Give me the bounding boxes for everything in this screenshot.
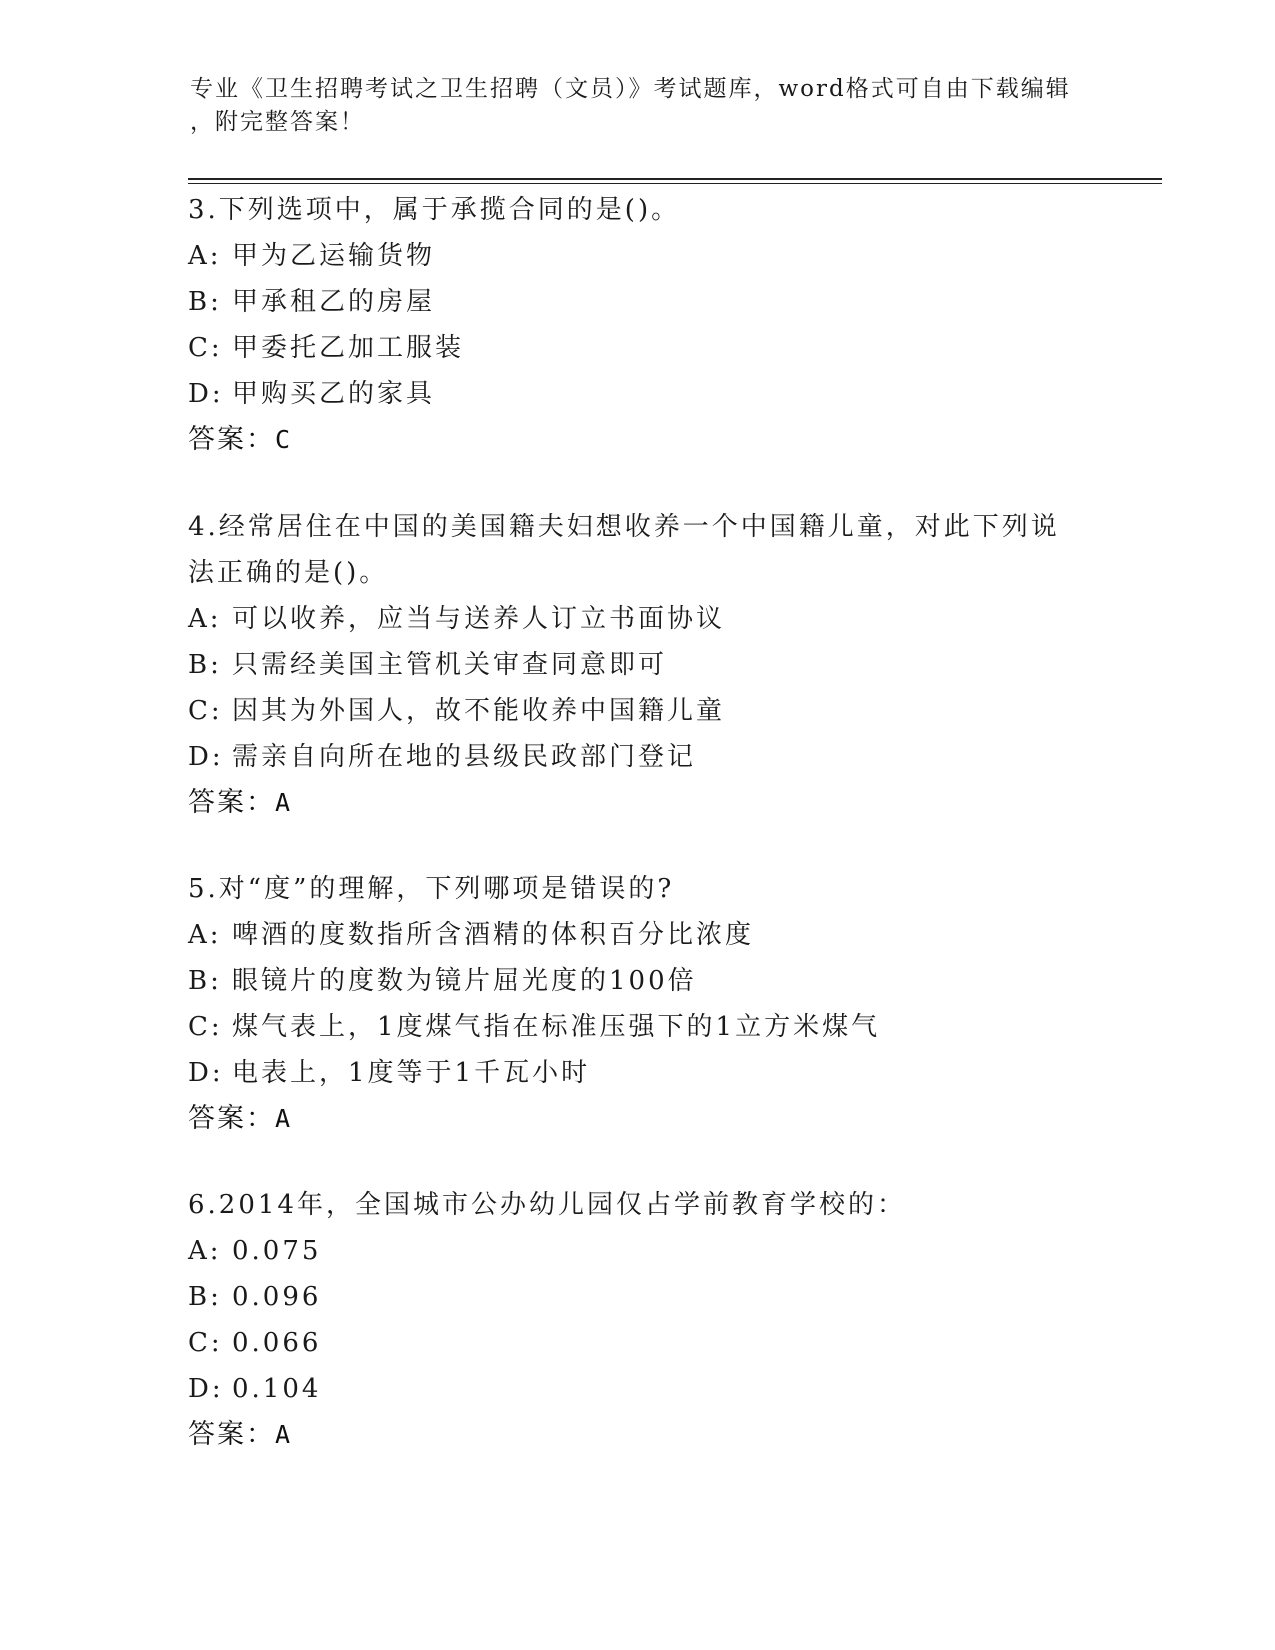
option-key: B: — [188, 650, 222, 680]
option-d — [188, 1366, 1088, 1412]
header-divider-thick — [188, 178, 1162, 180]
option-c — [188, 1004, 1088, 1050]
question-stem: 5.对“度”的理解，下列哪项是错误的? — [188, 874, 675, 904]
option-a — [188, 912, 1088, 958]
header-line-2: ，附完整答案！ — [190, 109, 365, 135]
option-text: 0.075 — [232, 1236, 322, 1266]
option-text: 煤气表上，1度煤气指在标准压强下的1立方米煤气 — [232, 1012, 881, 1042]
option-text: 0.096 — [232, 1282, 322, 1312]
option-key: D: — [188, 742, 224, 772]
option-key: B: — [188, 966, 222, 996]
option-text: 啤酒的度数指所含酒精的体积百分比浓度 — [232, 920, 755, 950]
option-key: D: — [188, 1374, 224, 1404]
option-a — [188, 1228, 1088, 1274]
answer-line — [188, 1096, 1088, 1142]
question-stem: 4.经常居住在中国的美国籍夫妇想收养一个中国籍儿童，对此下列说 — [188, 512, 1060, 542]
option-key: C: — [188, 1328, 223, 1358]
option-a — [188, 233, 1088, 279]
option-text: 甲为乙运输货物 — [232, 241, 436, 271]
option-c — [188, 325, 1088, 371]
option-key: A: — [188, 241, 222, 271]
option-b — [188, 279, 1088, 325]
question-stem: 6.2014年，全国城市公办幼儿园仅占学前教育学校的： — [188, 1190, 906, 1220]
option-b — [188, 958, 1088, 1004]
option-key: A: — [188, 1236, 222, 1266]
question-stem: 3.下列选项中，属于承揽合同的是()。 — [188, 195, 681, 225]
option-text: 只需经美国主管机关审查同意即可 — [232, 650, 668, 680]
question-5 — [188, 866, 1088, 1142]
option-text: 需亲自向所在地的县级民政部门登记 — [232, 742, 697, 772]
answer-line — [188, 780, 1088, 826]
option-a — [188, 596, 1088, 642]
option-key: D: — [188, 379, 224, 409]
option-text: 0.104 — [232, 1374, 322, 1404]
option-b — [188, 642, 1088, 688]
answer-value: C — [275, 425, 293, 454]
option-d — [188, 1050, 1088, 1096]
option-key: C: — [188, 333, 223, 363]
option-key: B: — [188, 1282, 222, 1312]
option-key: A: — [188, 920, 222, 950]
option-d — [188, 734, 1088, 780]
option-text: 可以收养，应当与送养人订立书面协议 — [232, 604, 726, 634]
option-text: 0.066 — [232, 1328, 322, 1358]
answer-label: 答案： — [188, 424, 275, 455]
header-line-1: 专业《卫生招聘考试之卫生招聘（文员）》考试题库，word格式可自由下载编辑 — [190, 76, 1071, 102]
option-text: 甲承租乙的房屋 — [232, 287, 436, 317]
option-c — [188, 688, 1088, 734]
answer-value: A — [275, 1104, 293, 1133]
option-text: 电表上，1度等于1千瓦小时 — [232, 1058, 591, 1088]
option-text: 因其为外国人，故不能收养中国籍儿童 — [232, 696, 726, 726]
option-b — [188, 1274, 1088, 1320]
answer-label: 答案： — [188, 1419, 275, 1450]
option-text: 甲委托乙加工服装 — [232, 333, 465, 363]
answer-line — [188, 417, 1088, 463]
option-key: A: — [188, 604, 222, 634]
option-c — [188, 1320, 1088, 1366]
option-d — [188, 371, 1088, 417]
answer-label: 答案： — [188, 787, 275, 818]
answer-label: 答案： — [188, 1103, 275, 1134]
option-key: C: — [188, 1012, 223, 1042]
question-6 — [188, 1182, 1088, 1458]
option-text: 甲购买乙的家具 — [232, 379, 436, 409]
answer-line — [188, 1412, 1088, 1458]
option-key: D: — [188, 1058, 224, 1088]
answer-value: A — [275, 1420, 293, 1449]
option-key: B: — [188, 287, 222, 317]
header-divider-thin — [188, 183, 1162, 184]
option-key: C: — [188, 696, 223, 726]
question-4 — [188, 504, 1088, 826]
option-text: 眼镜片的度数为镜片屈光度的100倍 — [232, 966, 697, 996]
question-stem-continued: 法正确的是()。 — [188, 558, 389, 588]
question-3 — [188, 187, 1088, 463]
document-header — [190, 73, 1080, 139]
answer-value: A — [275, 788, 293, 817]
